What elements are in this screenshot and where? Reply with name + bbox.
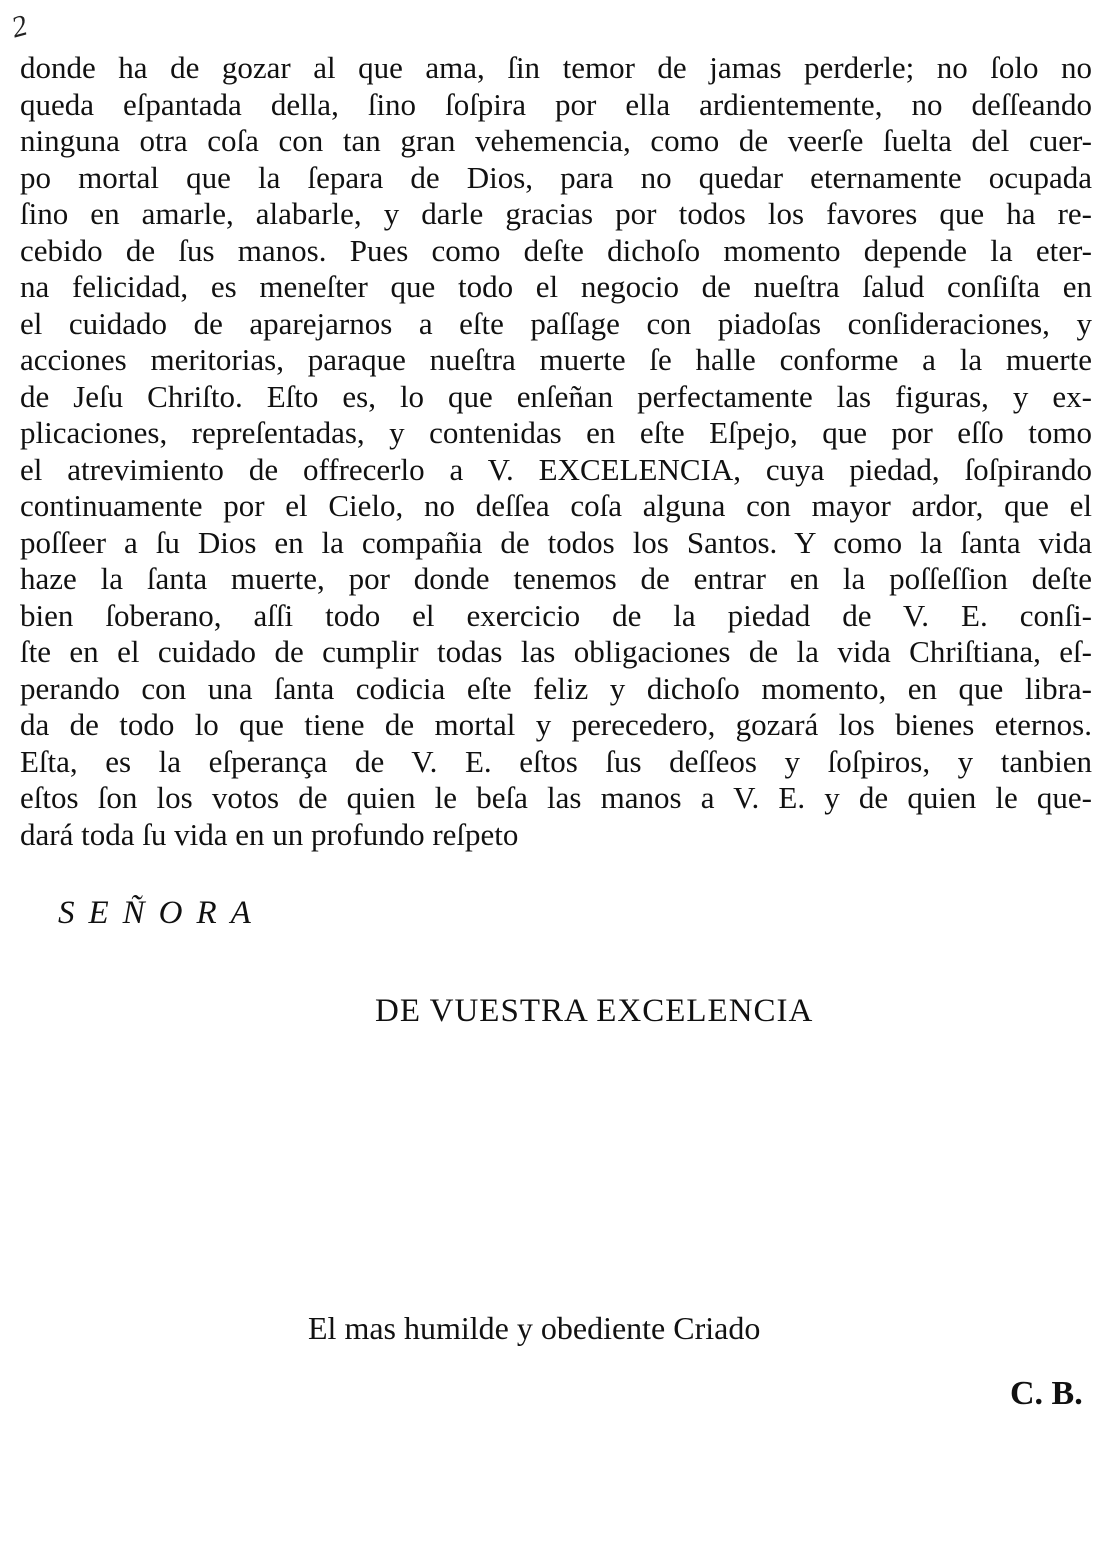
closing-formula: DE VUESTRA EXCELENCIA <box>375 993 814 1029</box>
text-line: Eſta, es la eſperança de V. E. eſtos ſus deſſeos y ſoſpiros, y tanbien <box>20 743 1092 779</box>
signer-initials: C. B. <box>1010 1375 1083 1412</box>
text-line: da de todo lo que tiene de mortal y perecedero, gozará los bienes eternos. <box>20 707 1092 742</box>
text-line: eſtos ſon los votos de quien le beſa las manos a V. E. y de quien le que- <box>20 780 1092 815</box>
text-line: bien ſoberano, aſſi todo el exercicio de la piedad de V. E. conſi- <box>20 597 1092 633</box>
signature-line: El mas humilde y obediente Criado <box>308 1310 761 1346</box>
text-line: ninguna otra coſa con tan gran vehemencia, como de veerſe ſuelta del cuer- <box>20 123 1092 158</box>
text-line: cebido de ſus manos. Pues como deſte dichoſo momento depende la eter- <box>20 232 1092 268</box>
text-line: haze la ſanta muerte, por donde tenemos de entrar en la poſſeſſion deſte <box>20 561 1092 596</box>
text-line: el cuidado de aparejarnos a eſte paſſage con piadoſas conſideraciones, y <box>20 305 1092 341</box>
salutation: SEÑORA <box>58 895 265 931</box>
text-line: donde ha de gozar al que ama, ſin temor de jamas perderle; no ſolo no <box>20 50 1092 85</box>
page-number: 2 <box>7 8 31 45</box>
text-line: perando con una ſanta codicia eſte feliz y dichoſo momento, en que libra- <box>20 670 1092 706</box>
text-line: queda eſpantada della, ſino ſoſpira por ella ardientemente, no deſſeando <box>20 86 1092 122</box>
text-line: plicaciones, repreſentadas, y contenidas en eſte Eſpejo, que por eſſo tomo <box>20 415 1092 450</box>
text-line: acciones meritorias, paraque nueſtra muerte ſe halle conforme a la muerte <box>20 342 1092 377</box>
text-line: na felicidad, es meneſter que todo el negocio de nueſtra ſalud conſiſta en <box>20 269 1092 304</box>
text-line: el atrevimiento de offrecerlo a V. EXCELENCIA, cuya piedad, ſoſpirando <box>20 451 1092 487</box>
text-line: de Jeſu Chriſto. Eſto es, lo que enſeñan perfectamente las figuras, y ex- <box>20 378 1092 414</box>
text-line: ſte en el cuidado de cumplir todas las obligaciones de la vida Chriſtiana, eſ- <box>20 634 1092 669</box>
body-text <box>20 50 1092 853</box>
text-line: continuamente por el Cielo, no deſſea coſa alguna con mayor ardor, que el <box>20 488 1092 523</box>
text-line: po mortal que la ſepara de Dios, para no quedar eternamente ocupada <box>20 159 1092 195</box>
text-line: poſſeer a ſu Dios en la compañia de todos los Santos. Y como la ſanta vida <box>20 524 1092 560</box>
text-line-last: dará toda ſu vida en un profundo reſpeto <box>20 816 519 852</box>
text-line: ſino en amarle, alabarle, y darle gracias por todos los favores que ha re- <box>20 196 1092 231</box>
